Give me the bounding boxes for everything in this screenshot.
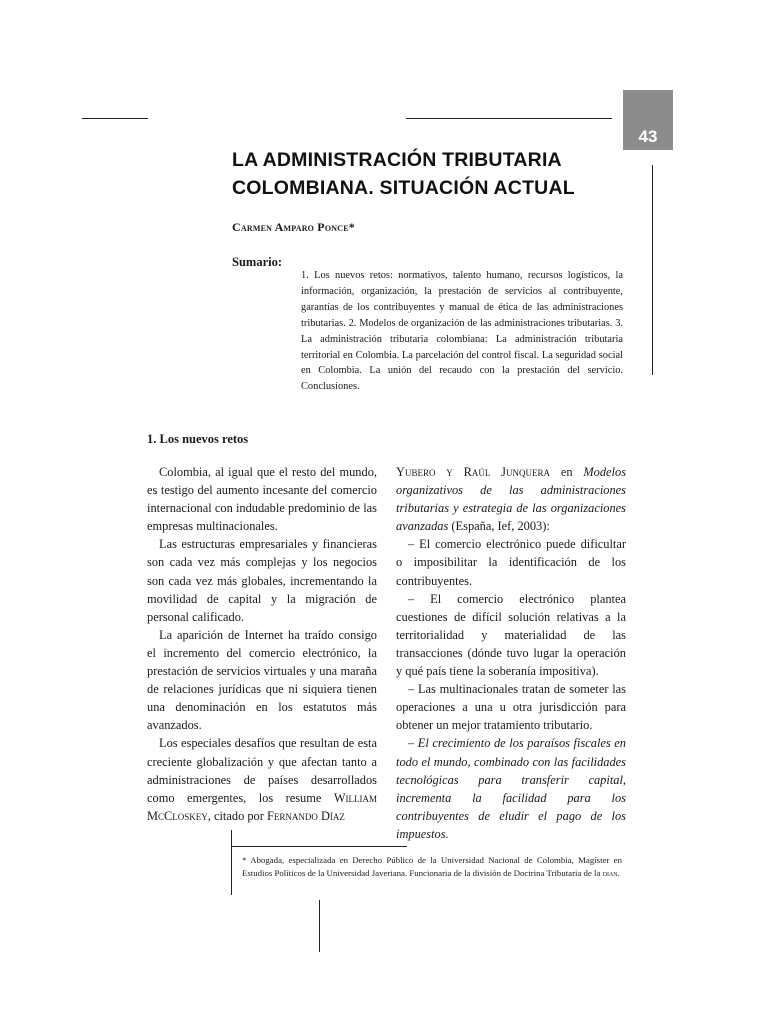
author-name: Carmen Amparo Ponce* (232, 220, 355, 234)
sumario-label: Sumario: (232, 255, 282, 269)
footnote (242, 854, 622, 880)
list-item: – El comercio electrónico plantea cuestiones de difícil solución relativas a la territorialidad y materialidad de las transacciones (dónde tuvo lugar la operación y qué país tiene la soberanía impositiva). (396, 591, 626, 679)
margin-rule-vertical (652, 165, 653, 375)
footer-rule-vertical (319, 900, 320, 952)
footnote-text: * Abogada, especializada en Derecho Público de la Universidad Nacional de Colombia, Magíster en Estudios Políticos de la Universidad Javeriana. Funcionaria de la división de Doctrina Tributaria de la (242, 855, 622, 879)
footnote-rule-horizontal (231, 846, 407, 847)
page-number-tab (623, 90, 673, 150)
title-line-1: LA ADMINISTRACIÓN TRIBUTARIA (232, 149, 562, 171)
list-item: – El comercio electrónico puede dificultar o imposibilitar la identificación de los contribuyentes. (396, 537, 626, 588)
header-rule-right (406, 118, 612, 119)
paragraph: La aparición de Internet ha traído consigo el incremento del comercio electrónico, la prestación de servicios virtuales y una maraña de relaciones jurídicas que ni siquiera tienen una denominación en los estatutos más avanzados. (147, 627, 377, 733)
sumario-text: 1. Los nuevos retos: normativos, talento humano, recursos logísticos, la información, organización, la prestación de servicios al contribuyente, garantías de los contribuyentes y manual de ética de las administraciones tributarias. 2. Modelos de organización de las administraciones tributarias. 3. La administración tributaria colombiana: La administración tributaria territorial en Colombia. La parcelación del control fiscal. La seguridad social en Colombia. La unión del recaudo con la prestación del servicio. Conclusiones. (301, 270, 623, 393)
body-column-left (147, 463, 377, 825)
cited-author: Yubero y Raúl Junquera (396, 465, 550, 479)
book-title: Modelos organizativos de las administraciones tributarias y estrategia de las organizaciones avanzadas (396, 465, 627, 534)
footnote-acronym: dian (602, 868, 618, 879)
paragraph (396, 463, 626, 535)
paragraph-text: en (550, 465, 584, 479)
header-rule-left (82, 118, 148, 119)
paragraph-text: (España, Ief, 2003): (448, 519, 550, 534)
list-item: – Las multinacionales tratan de someter las operaciones a una u otra jurisdicción para obtener un mejor tratamiento tributario. (396, 682, 626, 733)
page-number: 43 (638, 127, 658, 146)
paragraph-text: Los especiales desafíos que resultan de esta creciente globalización y que afectan tanto a administraciones de países desarrollados como emergentes, los resume (147, 736, 377, 805)
footnote-rule-vertical (231, 830, 232, 895)
cited-author: William McCloskey (147, 790, 377, 823)
paragraph (147, 734, 377, 824)
footnote-end: . (617, 868, 620, 879)
article-title (232, 146, 622, 202)
body-column-right (396, 463, 626, 843)
cited-author: Fernando Díaz (266, 808, 345, 823)
author-byline (232, 220, 355, 235)
paragraph: Colombia, al igual que el resto del mundo, es testigo del aumento incesante del comercio internacional con indudable predominio de las empresas multinacionales. (147, 465, 377, 534)
list-item-emphasis: – El crecimiento de los paraísos fiscales en todo el mundo, combinado con las facilidades tecnológicas para transferir capital, incrementa la facilidad para los contribuyentes de eludir el pago de los impuestos. (396, 736, 626, 841)
paragraph-text: , citado por (207, 808, 267, 823)
title-line-2: COLOMBIANA. SITUACIÓN ACTUAL (232, 177, 575, 199)
paragraph: Las estructuras empresariales y financieras son cada vez más complejas y los negocios son cada vez más globales, incrementando la movilidad de capital y la migración de personal calificado. (147, 537, 377, 624)
section-heading: 1. Los nuevos retos (147, 432, 249, 446)
